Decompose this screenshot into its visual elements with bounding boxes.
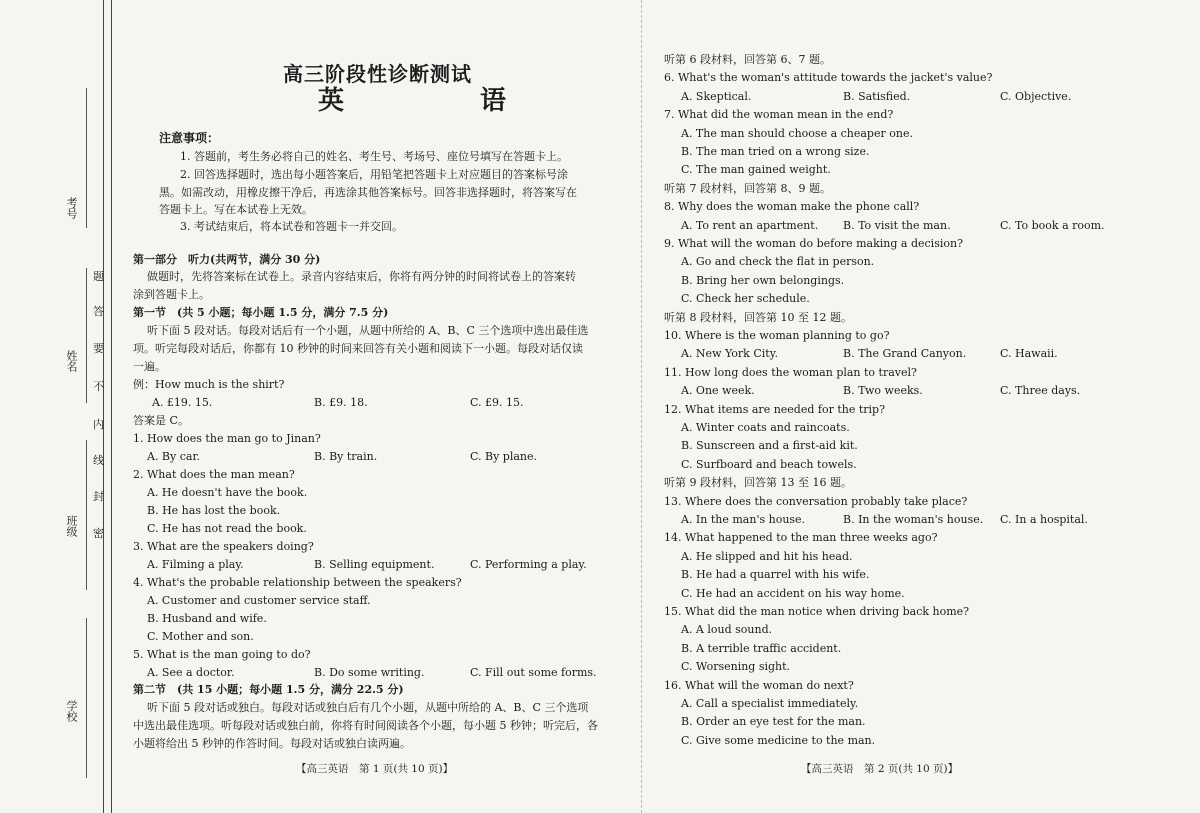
question-text: 12. What items are needed for the trip? (664, 402, 885, 416)
question-text: 13. Where does the conversation probably take place? (664, 494, 968, 508)
field-exam-number-line (86, 88, 87, 228)
exam-subject: 英 语 (318, 86, 535, 116)
part1-intro-line: 涂到答题卡上。 (133, 288, 210, 301)
question-option: A. Skeptical. (681, 89, 752, 103)
field-class-label: 班级 (65, 515, 78, 537)
material-heading: 听第 8 段材料，回答第 10 至 12 题。 (664, 310, 852, 324)
question-option: B. He has lost the book. (147, 504, 281, 517)
example-option-b: B. £9. 18. (314, 396, 368, 409)
question-option: A. Call a specialist immediately. (681, 697, 859, 710)
material-heading: 听第 6 段材料，回答第 6、7 题。 (664, 53, 831, 66)
field-school-label: 学校 (65, 700, 78, 722)
question-option: A. Winter coats and raincoats. (681, 421, 850, 434)
question-option: B. By train. (314, 450, 378, 463)
notice-line: 黑。如需改动，用橡皮擦干净后，再选涂其他答案标号。回答非选择题时，将答案写在 (159, 186, 577, 199)
question-text: 3. What are the speakers doing? (133, 540, 314, 553)
question-option: B. To visit the man. (843, 218, 951, 232)
question-text: 5. What is the man going to do? (133, 648, 311, 661)
question-text: 7. What did the woman mean in the end? (664, 108, 894, 122)
question-text: 2. What does the man mean? (133, 468, 295, 481)
section1-intro-line: 项。听完每段对话后，你都有 10 秒钟的时间来回答有关小题和阅读下一小题。每段对话仅读 (133, 342, 583, 355)
question-option: B. Do some writing. (314, 666, 425, 679)
question-option: A. New York City. (681, 347, 778, 361)
question-option: C. Three days. (1000, 384, 1081, 398)
section1-heading: 第一节 (共 5 小题；每小题 1.5 分，满分 7.5 分) (133, 306, 389, 319)
seal-char: 不 (93, 380, 104, 393)
field-name-line (86, 268, 87, 403)
field-name-label: 姓名 (65, 350, 78, 372)
section1-intro-line: 一遍。 (133, 360, 166, 373)
exam-title: 高三阶段性诊断测试 (283, 62, 472, 86)
field-class-line (86, 440, 87, 590)
example-question: 例：How much is the shirt? (133, 378, 285, 391)
seal-char: 题 (93, 270, 104, 283)
example-option-a: A. £19. 15. (152, 396, 213, 409)
question-option: C. He had an accident on his way home. (681, 586, 905, 600)
notice-line: 2. 回答选择题时，选出每小题答案后，用铅笔把答题卡上对应题目的答案标号涂 (180, 168, 568, 181)
question-option: C. Fill out some forms. (470, 666, 597, 679)
question-option: A. To rent an apartment. (681, 218, 819, 232)
footer-page-1: 【高三英语 第 1 页(共 10 页)】 (296, 763, 454, 775)
question-text: 9. What will the woman do before making a decision? (664, 237, 963, 250)
material-heading: 听第 7 段材料，回答第 8、9 题。 (664, 181, 831, 195)
question-option: C. Performing a play. (470, 558, 587, 571)
question-option: B. Two weeks. (843, 384, 923, 398)
page-divider (641, 0, 642, 813)
part1-intro-line: 做题时，先将答案标在试卷上。录音内容结束后，你将有两分钟的时间将试卷上的答案转 (147, 270, 576, 283)
question-option: C. Objective. (1000, 89, 1072, 103)
material-heading: 听第 9 段材料，回答第 13 至 16 题。 (664, 476, 852, 490)
question-text: 1. How does the man go to Jinan? (133, 432, 321, 445)
question-option: A. He doesn't have the book. (147, 486, 308, 499)
question-option: A. Go and check the flat in person. (681, 255, 875, 269)
question-option: B. A terrible traffic accident. (681, 641, 842, 655)
binding-line-outer (103, 0, 104, 813)
binding-strip (0, 0, 112, 813)
section2-intro-line: 听下面 5 段对话或独白。每段对话或独白后有几个小题，从题中所给的 A、B、C 三个选项 (147, 701, 589, 714)
question-option: C. Mother and son. (147, 630, 254, 643)
seal-char: 封 (93, 490, 104, 503)
part1-heading: 第一部分 听力(共两节，满分 30 分) (133, 253, 321, 266)
question-option: B. Bring her own belongings. (681, 273, 845, 287)
question-option: B. He had a quarrel with his wife. (681, 568, 870, 582)
question-option: C. Worsening sight. (681, 660, 791, 674)
seal-char: 要 (93, 342, 104, 355)
question-option: A. One week. (681, 384, 755, 398)
notice-heading: 注意事项： (159, 131, 220, 145)
question-option: B. The man tried on a wrong size. (681, 145, 870, 158)
question-option: C. Check her schedule. (681, 292, 810, 306)
notice-line: 3. 考试结束后，将本试卷和答题卡一并交回。 (180, 220, 403, 233)
binding-line-inner (111, 0, 112, 813)
question-text: 11. How long does the woman plan to travel? (664, 365, 917, 379)
question-option: C. To book a room. (1000, 218, 1105, 232)
question-option: A. Filming a play. (147, 558, 244, 571)
question-option: A. By car. (147, 450, 200, 463)
question-option: B. Selling equipment. (314, 558, 435, 571)
section1-intro-line: 听下面 5 段对话。每段对话后有一个小题，从题中所给的 A、B、C 三个选项中选出最佳选 (147, 324, 589, 337)
question-option: C. Hawaii. (1000, 347, 1058, 361)
example-answer: 答案是 C。 (133, 414, 189, 427)
question-option: A. A loud sound. (681, 623, 773, 637)
question-option: C. Surfboard and beach towels. (681, 457, 857, 471)
question-option: A. He slipped and hit his head. (681, 549, 853, 563)
seal-char: 线 (93, 454, 104, 467)
question-text: 4. What's the probable relationship between the speakers? (133, 576, 462, 589)
question-option: B. Sunscreen and a first-aid kit. (681, 439, 858, 453)
section2-heading: 第二节 (共 15 小题；每小题 1.5 分，满分 22.5 分) (133, 683, 404, 696)
question-option: B. Order an eye test for the man. (681, 715, 866, 729)
seal-char: 密 (93, 527, 104, 540)
question-option: C. By plane. (470, 450, 538, 463)
question-option: A. In the man's house. (681, 513, 806, 526)
question-option: C. In a hospital. (1000, 513, 1088, 526)
question-text: 15. What did the man notice when driving back home? (664, 605, 970, 618)
question-option: A. Customer and customer service staff. (147, 594, 371, 607)
question-text: 8. Why does the woman make the phone call? (664, 200, 920, 214)
field-exam-number-label: 考号 (65, 197, 78, 219)
notice-line: 1. 答题前，考生务必将自己的姓名、考生号、考场号、座位号填写在答题卡上。 (180, 150, 568, 163)
question-option: B. The Grand Canyon. (843, 347, 967, 361)
question-text: 16. What will the woman do next? (664, 678, 854, 692)
question-text: 6. What's the woman's attitude towards the jacket's value? (664, 71, 993, 85)
question-option: A. See a doctor. (147, 666, 235, 679)
question-option: B. Husband and wife. (147, 612, 267, 625)
question-option: C. Give some medicine to the man. (681, 733, 876, 747)
seal-char: 答 (93, 305, 104, 318)
question-option: B. In the woman's house. (843, 513, 984, 526)
notice-line: 答题卡上。写在本试卷上无效。 (159, 203, 313, 216)
section2-intro-line: 中选出最佳选项。听每段对话或独白前，你将有时间阅读各个小题，每小题 5 秒钟；听完后，各 (133, 719, 598, 732)
question-text: 10. Where is the woman planning to go? (664, 329, 890, 342)
question-option: B. Satisfied. (843, 89, 911, 103)
question-option: C. The man gained weight. (681, 163, 831, 177)
section2-intro-line: 小题将给出 5 秒钟的作答时间。每段对话或独白读两遍。 (133, 737, 411, 750)
example-option-c: C. £9. 15. (470, 396, 524, 409)
footer-page-2: 【高三英语 第 2 页(共 10 页)】 (801, 763, 959, 775)
question-option: A. The man should choose a cheaper one. (681, 126, 913, 140)
field-school-line (86, 618, 87, 778)
question-text: 14. What happened to the man three weeks ago? (664, 531, 938, 545)
question-option: C. He has not read the book. (147, 522, 307, 535)
seal-char: 内 (93, 418, 104, 431)
